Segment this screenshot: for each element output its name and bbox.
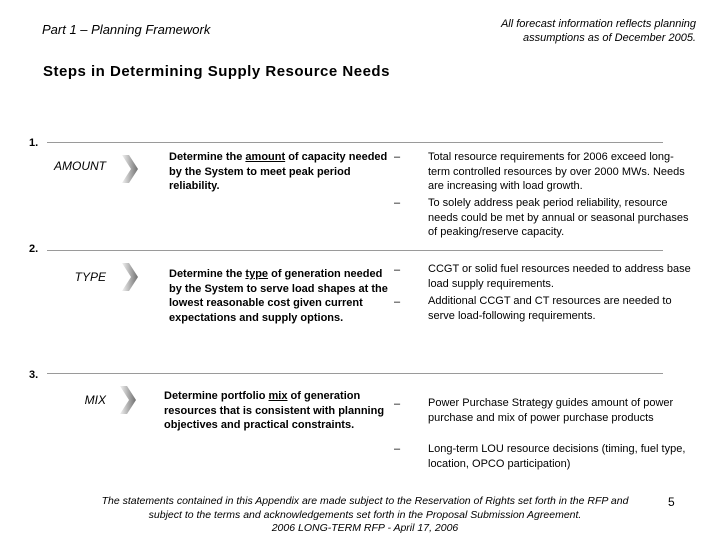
legal-footer bbox=[80, 495, 650, 536]
step-label: MIX bbox=[84, 393, 106, 407]
forecast-disclaimer bbox=[416, 17, 696, 45]
step-number: 3. bbox=[29, 369, 39, 381]
bullet-dash: – bbox=[393, 296, 401, 308]
step-divider bbox=[47, 142, 663, 143]
chevron-right-icon bbox=[120, 386, 136, 414]
bullet-dash: – bbox=[393, 264, 401, 276]
key-term: amount bbox=[245, 151, 286, 163]
key-term: type bbox=[245, 268, 269, 280]
step-number: 2. bbox=[29, 243, 39, 255]
bullet-text: Power Purchase Strategy guides amount of power purchase and mix of power purchase products bbox=[428, 397, 674, 424]
step-number: 1. bbox=[29, 137, 39, 149]
footer-line-1: The statements contained in this Appendix are made subject to the Reservation of Rights set forth in the RFP and bbox=[101, 495, 629, 507]
section-header: Part 1 – Planning Framework bbox=[42, 22, 211, 37]
bullet-text: CCGT or solid fuel resources needed to address base load supply requirements. bbox=[428, 263, 691, 290]
bullet-text: Total resource requirements for 2006 exceed long-term controlled resources by over 2000 MWs. Needs are increasing with load growth. bbox=[428, 151, 685, 192]
disclaimer-line-2: assumptions as of December 2005. bbox=[522, 32, 696, 44]
bullet-dash: – bbox=[393, 197, 401, 209]
step-label: TYPE bbox=[74, 270, 106, 284]
chevron-right-icon bbox=[122, 263, 138, 291]
step-divider bbox=[47, 373, 663, 374]
step-divider bbox=[47, 250, 663, 251]
page-number: 5 bbox=[668, 495, 675, 509]
step-description: Determine portfolio mix of generation resources that is consistent with planning objectives and practical constraints. bbox=[164, 390, 385, 431]
bullet-dash: – bbox=[393, 151, 401, 163]
step-description: Determine the amount of capacity needed by the System to meet peak period reliability. bbox=[169, 151, 388, 192]
bullet-dash: – bbox=[393, 398, 401, 410]
step-description: Determine the type of generation needed by the System to serve load shapes at the lowest reasonable cost given current expectations and supply options. bbox=[169, 268, 388, 324]
page-title: Steps in Determining Supply Resource Needs bbox=[43, 63, 390, 80]
footer-line-3: 2006 LONG-TERM RFP - April 17, 2006 bbox=[271, 522, 459, 534]
bullet-text: To solely address peak period reliability, resource needs could be met by annual or seasonal purchases of peaking/reserve capacity. bbox=[428, 197, 689, 238]
bullet-dash: – bbox=[393, 443, 401, 455]
footer-line-2: subject to the terms and acknowledgements set forth in the Proposal Submission Agreement. bbox=[148, 508, 582, 521]
step-label: AMOUNT bbox=[54, 159, 106, 173]
bullet-text: Long-term LOU resource decisions (timing, fuel type, location, OPCO participation) bbox=[428, 443, 686, 470]
disclaimer-line-1: All forecast information reflects planning bbox=[500, 18, 696, 30]
chevron-right-icon bbox=[122, 155, 138, 183]
bullet-text: Additional CCGT and CT resources are needed to serve load-following requirements. bbox=[428, 295, 672, 322]
key-term: mix bbox=[268, 390, 288, 402]
